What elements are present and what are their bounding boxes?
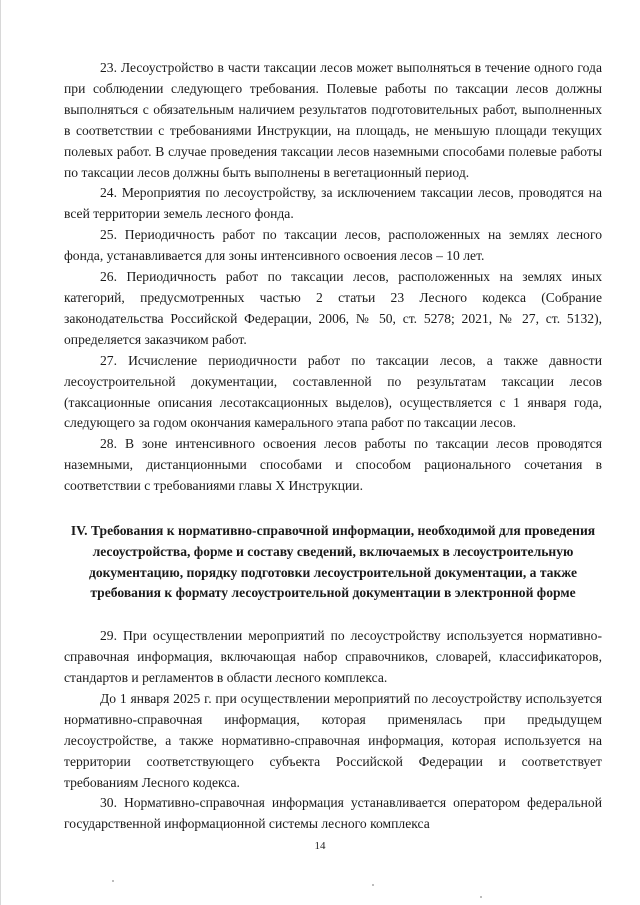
scan-speck [372, 884, 374, 886]
paragraph-30: 30. Нормативно-справочная информация устанавливается оператором федеральной государственной информационной системы лесного комплекса [64, 795, 602, 832]
paragraph-27: 27. Исчисление периодичности работ по таксации лесов, а также давности лесоустроительной документации, составленной по результатам таксации лесов (таксационные описания лесотаксационных выделов), осуществляется с 1 января года, следующего за годом окончания камерального этапа работ по таксации лесов. [64, 352, 602, 431]
paragraph-29: 29. При осуществлении мероприятий по лесоустройству используется нормативно-справочная информация, включающая набор справочников, словарей, классификаторов, стандартов и регламентов в области лесного комплекса. [64, 628, 602, 686]
scan-edge [0, 0, 1, 905]
section-heading-iv: IV. Требования к нормативно-справочной информации, необходимой для проведения лесоустройства, форме и составу сведений, включаемых в лесоустроительную документацию, порядку подготовки лесоустроительной документации, а также требования к формату лесоустроительной документации в электронной форме [70, 523, 596, 601]
paragraph-25: 25. Периодичность работ по таксации лесов, расположенных на землях лесного фонда, устанавливается для зоны интенсивного освоения лесов – 10 лет. [64, 227, 602, 264]
scan-speck [480, 896, 482, 898]
paragraph-26: 26. Периодичность работ по таксации лесов, расположенных на землях иных категорий, предусмотренных частью 2 статьи 23 Лесного кодекса (Собрание законодательства Российской Федерации, 2006, № 50, ст. 5278; 2021, № 27, ст. 5132), определяется заказчиком работ. [64, 269, 602, 347]
paragraph-29-continued: До 1 января 2025 г. при осуществлении мероприятий по лесоустройству используется нормативно-справочная информация, которая применялась при предыдущем лесоустройстве, а также нормативно-справочная информация, которая используется на территории соответствующего субъекта Российской Федерации и соответствует требованиям Лесного кодекса. [64, 690, 602, 790]
paragraph-23: 23. Лесоустройство в части таксации лесов может выполняться в течение одного года при соблюдении следующего требования. Полевые работы по таксации лесов должны выполняться с обязательным наличием результатов подготовительных работ, выполненных в соответствии с требованиями Инструкции, на площадь, не меньшую площади текущих полевых работ. В случае проведения таксации лесов наземными способами полевые работы по таксации лесов должны быть выполнены в вегетационный период. [64, 60, 602, 180]
paragraph-24: 24. Мероприятия по лесоустройству, за исключением таксации лесов, проводятся на всей территории земель лесного фонда. [64, 185, 602, 222]
document-body [64, 58, 602, 835]
page-number: 14 [314, 840, 326, 852]
paragraph-28: 28. В зоне интенсивного освоения лесов работы по таксации лесов проводятся наземными, дистанционными способами и способом рационального сочетания в соответствии с требованиями главы X Инструкции. [64, 436, 602, 494]
scan-speck [112, 880, 114, 882]
